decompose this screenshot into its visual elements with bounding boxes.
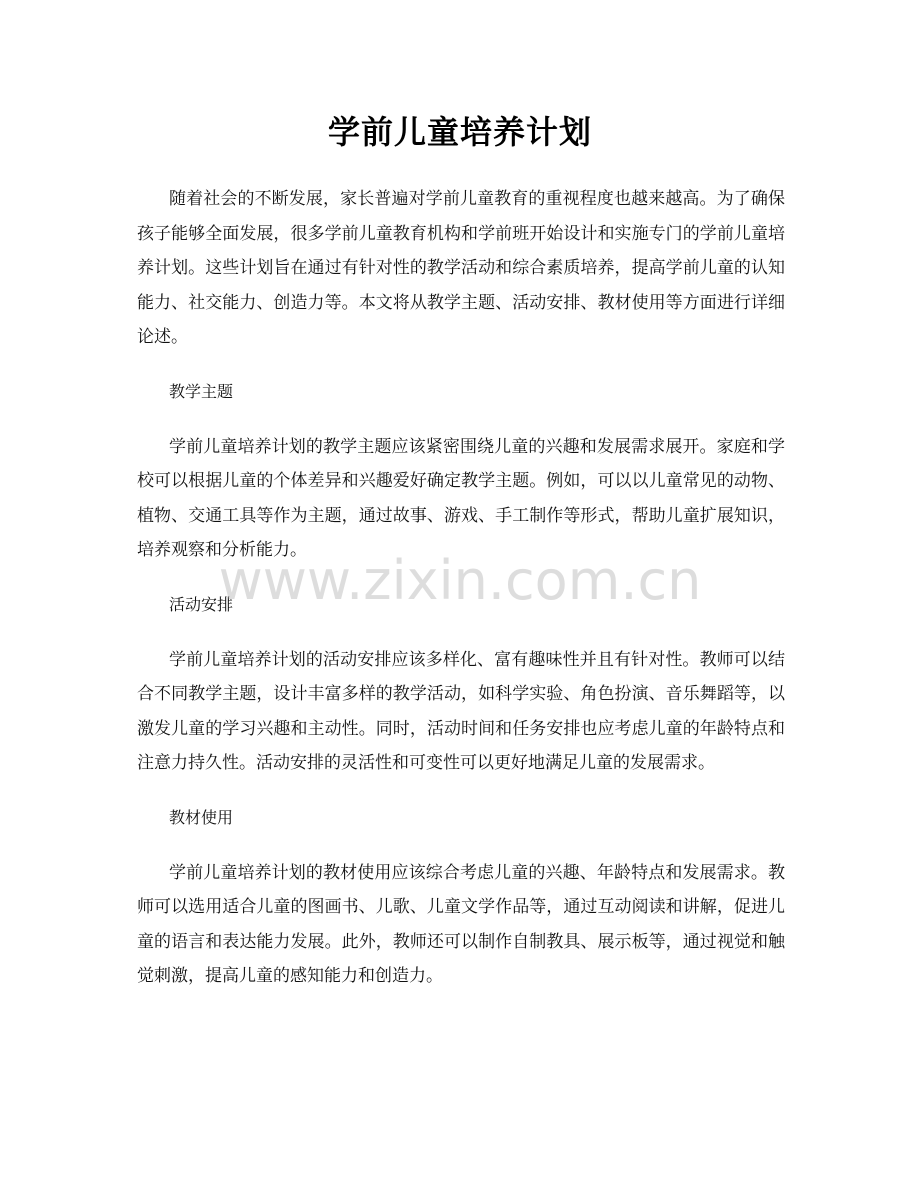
document-title: 学前儿童培养计划 (327, 113, 592, 151)
section-body-material-usage: 学前儿童培养计划的教材使用应该综合考虑儿童的兴趣、年龄特点和发展需求。教师可以选用适合儿童的图画书、儿歌、儿童文学作品等，通过互动阅读和讲解，促进儿童的语言和表达能力发展。此外，教师还可以制作自制教具、展示板等，通过视觉和触觉刺激，提高儿童的感知能力和创造力。 (137, 862, 785, 987)
section-body-activity-arrangement: 学前儿童培养计划的活动安排应该多样化、富有趣味性并且有针对性。教师可以结合不同教学主题，设计丰富多样的教学活动，如科学实验、角色扮演、音乐舞蹈等，以激发儿童的学习兴趣和主动性。同时，活动时间和任务安排也应考虑儿童的年龄特点和注意力持久性。活动安排的灵活性和可变性可以更好地满足儿童的发展需求。 (137, 649, 785, 774)
watermark: www.zixin.com.cn (218, 549, 702, 612)
section-body-teaching-theme: 学前儿童培养计划的教学主题应该紧密围绕儿童的兴趣和发展需求展开。家庭和学校可以根据儿童的个体差异和兴趣爱好确定教学主题。例如，可以以儿童常见的动物、植物、交通工具等作为主题，通过故事、游戏、手工制作等形式，帮助儿童扩展知识，培养观察和分析能力。 (137, 436, 785, 561)
intro-paragraph: 随着社会的不断发展，家长普遍对学前儿童教育的重视程度也越来越高。为了确保孩子能够全面发展，很多学前儿童教育机构和学前班开始设计和实施专门的学前儿童培养计划。这些计划旨在通过有针对性的教学活动和综合素质培养，提高学前儿童的认知能力、社交能力、创造力等。本文将从教学主题、活动安排、教材使用等方面进行详细论述。 (137, 189, 785, 348)
section-heading-material-usage: 教材使用 (169, 807, 234, 827)
document-body (137, 182, 785, 994)
section-heading-activity-arrangement: 活动安排 (169, 594, 234, 614)
section-heading-teaching-theme: 教学主题 (169, 381, 234, 401)
